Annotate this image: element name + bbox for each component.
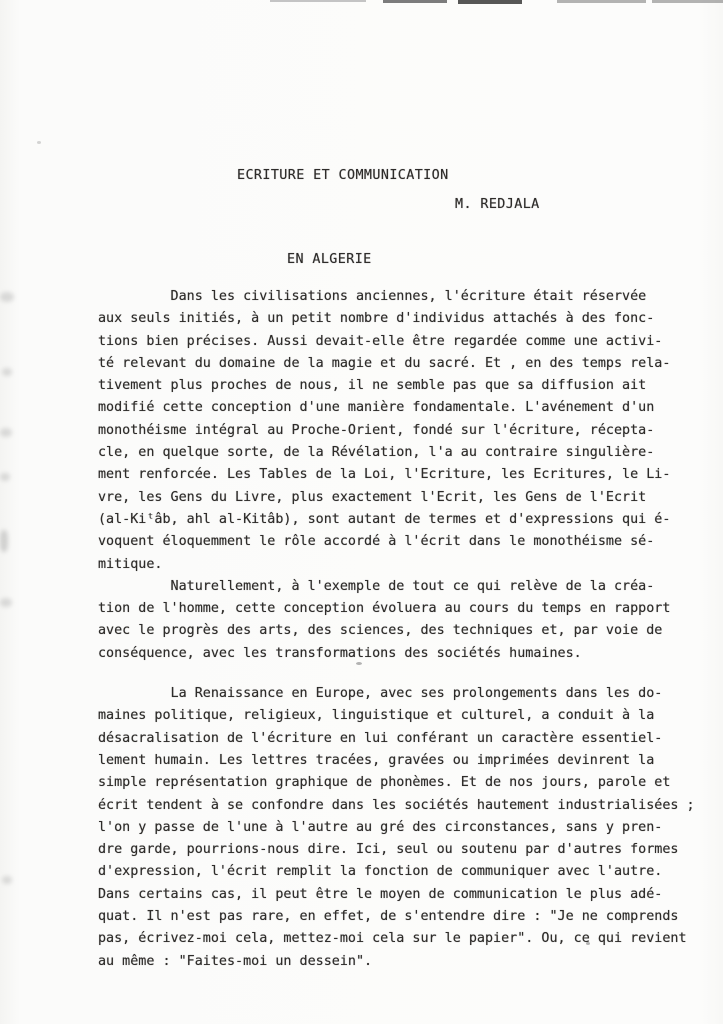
text-line: modifié cette conception d'une manière fondamentale. L'avénement d'un — [98, 400, 655, 416]
text-line: aux seuls initiés, à un petit nombre d'individus attachés à des fonc- — [98, 311, 655, 327]
text-line: maines politique, religieux, linguistique et culturel, a conduit à la — [98, 708, 655, 724]
text-line: Dans les civilisations anciennes, l'écriture était réservée — [98, 289, 647, 304]
text-line: tivement plus proches de nous, il ne semble pas que sa diffusion ait — [98, 378, 647, 394]
text-line: tions bien précises. Aussi devait-elle être regardée comme une activi- — [98, 333, 663, 349]
scan-smudge — [0, 598, 12, 607]
text-line: au même : "Faites-moi un dessein". — [98, 953, 373, 969]
scan-smudge — [0, 428, 12, 437]
scan-smudge — [2, 876, 12, 884]
text-line: cle, en quelque sorte, de la Révélation, l'a au contraire singulière- — [98, 445, 655, 461]
text-line: désacralisation de l'écriture en lui conférant un caractère essentiel- — [98, 730, 663, 746]
text-line: té relevant du domaine de la magie et du sacré. Et , en des temps rela- — [98, 355, 671, 371]
text-line: écrit tendent à se confondre dans les sociétés hautement industrialisées ; — [98, 797, 695, 813]
scan-artifact-top-bar — [383, 0, 447, 3]
scan-artifact-top-bar — [458, 0, 522, 4]
text-line: Dans certains cas, il peut être le moyen de communication le plus adé- — [98, 886, 663, 902]
scan-smudge — [0, 530, 8, 552]
text-line: (al-Kiᵗâb, ahl al-Kitâb), sont autant de termes et d'expressions qui é- — [98, 511, 671, 527]
text-line: pas, écrivez-moi cela, mettez-moi cela sur le papier". Ou, ce qui revient — [98, 931, 687, 947]
title-line-2: EN ALGERIE — [287, 252, 372, 267]
text-line: l'on y passe de l'une à l'autre au gré des circonstances, sans y pren- — [98, 819, 663, 835]
text-line: La Renaissance en Europe, avec ses prolongements dans les do- — [98, 686, 663, 702]
title-line-1: ECRITURE ET COMMUNICATION — [237, 168, 449, 183]
scan-artifact-top-bar — [557, 0, 646, 3]
text-line: vre, les Gens du Livre, plus exactement l'Ecrit, les Gens de l'Ecrit — [98, 489, 647, 505]
text-line: monothéisme intégral au Proche-Orient, fondé sur l'écriture, récepta- — [98, 422, 655, 438]
scan-speck — [37, 141, 41, 144]
scan-artifact-top-bar — [270, 0, 366, 2]
scan-smudge — [2, 368, 12, 376]
text-line: d'expression, l'écrit remplit la fonction de communiquer avec l'autre. — [98, 864, 663, 880]
text-line: avec le progrès des arts, des sciences, des techniques et, par voie de — [98, 623, 663, 639]
text-line: Naturellement, à l'exemple de tout ce qui relève de la créa- — [98, 578, 655, 594]
text-line: ment renforcée. Les Tables de la Loi, l'Ecriture, les Ecritures, le Li- — [98, 467, 671, 483]
paragraph — [98, 286, 713, 576]
text-line: mitique. — [98, 556, 163, 572]
text-line: voquent éloquemment le rôle accordé à l'écrit dans le monothéisme sé- — [98, 534, 655, 550]
text-line: lement humain. Les lettres tracées, gravées ou imprimées devinrent la — [98, 752, 655, 768]
author-name: M. REDJALA — [455, 197, 540, 212]
text-line: simple représentation graphique de phonèmes. Et de nos jours, parole et — [98, 775, 671, 791]
text-line: tion de l'homme, cette conception évoluera au cours du temps en rapport — [98, 601, 671, 617]
paragraph — [98, 683, 713, 973]
text-line: quat. Il n'est pas rare, en effet, de s'entendre dire : "Je ne comprends — [98, 909, 679, 925]
scan-smudge — [0, 292, 14, 302]
document-body — [98, 286, 713, 973]
text-line: conséquence, avec les transformations des sociétés humaines. — [98, 645, 582, 661]
scan-smudge — [0, 473, 10, 481]
scan-artifact-top-bar — [652, 0, 723, 3]
paragraph — [98, 576, 713, 665]
text-line: dre garde, pourrions-nous dire. Ici, seul ou soutenu par d'autres formes — [98, 842, 679, 858]
